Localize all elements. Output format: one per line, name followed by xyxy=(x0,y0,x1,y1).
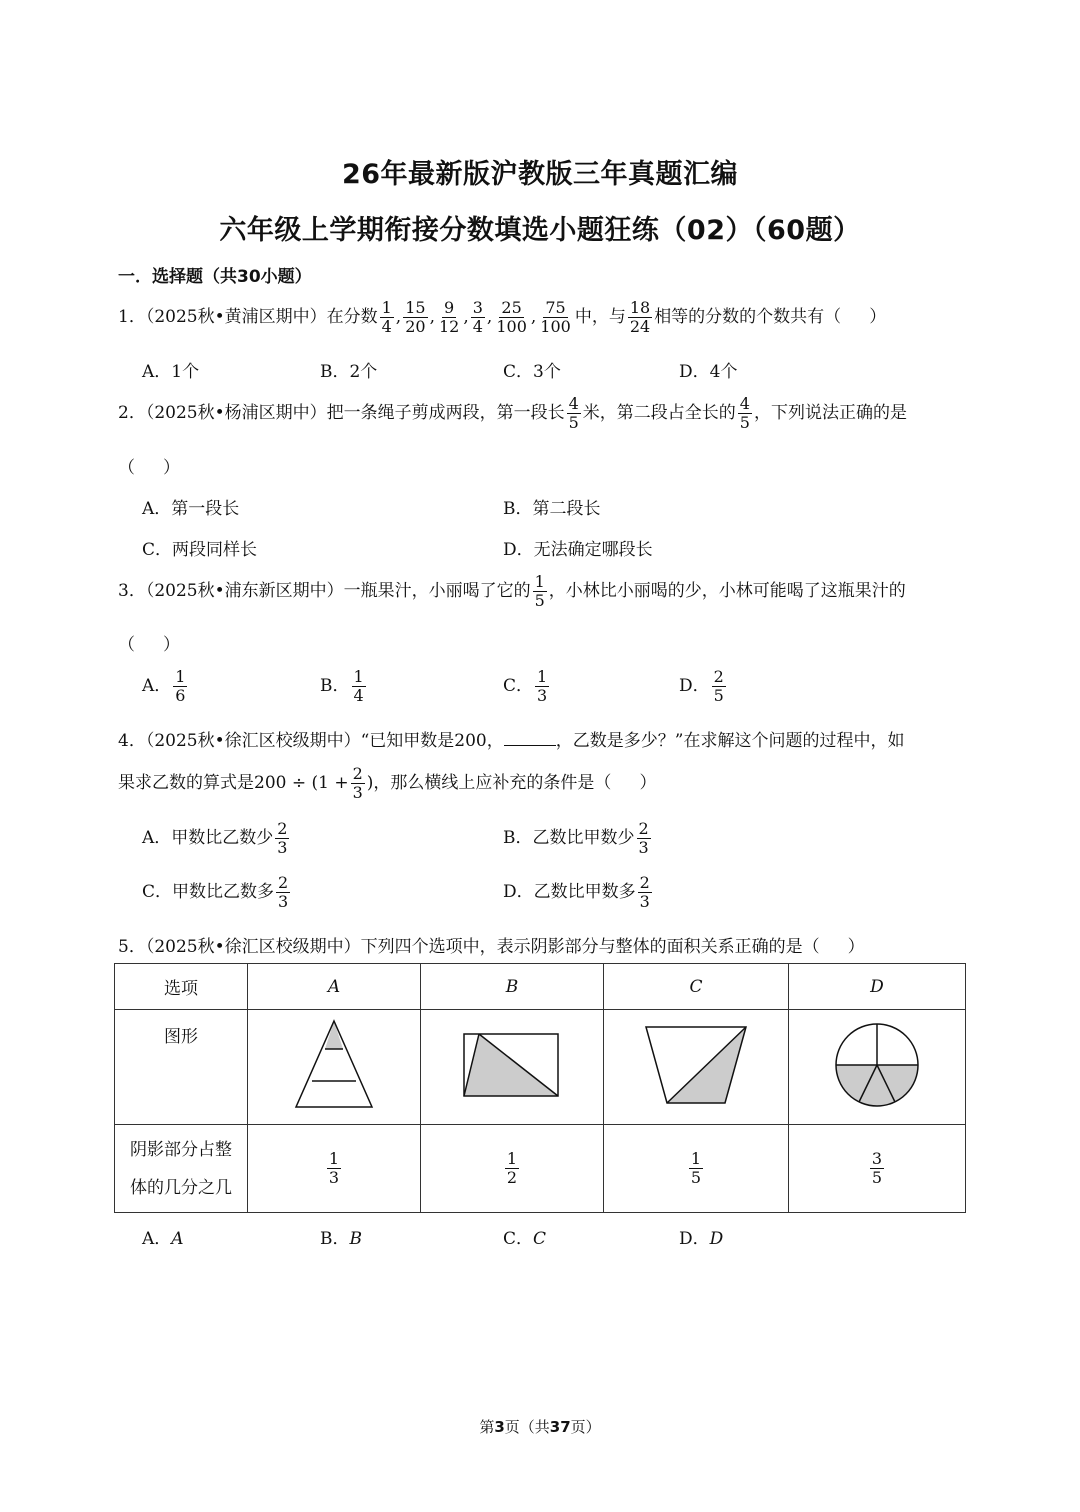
question-2 xyxy=(118,395,907,432)
figure-d-cell xyxy=(789,1010,966,1125)
q4-frac: $\frac{2}{3}$ xyxy=(352,764,363,802)
rectangle-figure xyxy=(462,1030,562,1100)
q4-blank xyxy=(504,731,556,746)
q3-option-b: B． $\frac{1}{4}$ xyxy=(320,667,364,705)
page-total: 37 xyxy=(549,1418,571,1436)
question-4-line-1: 4．（2025秋•徐汇区校级期中）“已知甲数是200， ，乙数是多少？”在求解这个问题的过程中，如 xyxy=(118,731,905,751)
q4-option-a: A．甲数比乙数少 $\frac{2}{3}$ xyxy=(142,819,288,857)
title-line-1: 26年最新版沪教版三年真题汇编 xyxy=(341,159,739,190)
q5-option-b: B．B xyxy=(320,1229,362,1249)
q2-option-c: C．两段同样长 xyxy=(142,540,258,560)
q1-option-c: C．3个 xyxy=(503,362,561,382)
q1-frac-4: $\frac{3}{4}$ xyxy=(472,298,483,336)
q5-option-a: A．A xyxy=(142,1229,184,1249)
q2-option-b: B．第二段长 xyxy=(503,499,601,519)
q1-end: ） xyxy=(869,307,887,327)
q3-prefix: 3．（2025秋•浦东新区期中）一瓶果汁，小丽喝了它的 xyxy=(118,581,531,601)
q1-frac-1: $\frac{1}{4}$ xyxy=(381,298,392,336)
q1-prefix: 1．（2025秋•黄浦区期中）在分数 xyxy=(118,307,378,327)
trapezoid-figure xyxy=(643,1024,749,1106)
shade-b xyxy=(464,1034,558,1096)
fraction-b: $\frac{1}{2}$ xyxy=(421,1125,604,1213)
q2-suffix: ，下列说法正确的是 xyxy=(753,403,907,423)
q5-table xyxy=(114,963,966,1213)
q1-target-frac: $\frac{18}{24}$ xyxy=(629,298,651,336)
q5-col-d: D xyxy=(789,964,966,1010)
q1-frac-6: $\frac{75}{100}$ xyxy=(540,298,571,336)
q3-option-c: C． $\frac{1}{3}$ xyxy=(503,667,548,705)
q5-row3-label: 阴影部分占整 体的几分之几 xyxy=(115,1125,248,1213)
figure-c-cell xyxy=(604,1010,789,1125)
circle-figure xyxy=(832,1020,922,1110)
page-footer: 第3页（共37页） xyxy=(479,1418,601,1436)
q4-option-c: C．甲数比乙数多 $\frac{2}{3}$ xyxy=(142,873,289,911)
q2-paren: （ ） xyxy=(118,458,180,478)
q1-frac-3: $\frac{9}{12}$ xyxy=(438,298,460,336)
q2-frac-1: $\frac{4}{5}$ xyxy=(568,394,579,432)
q5-option-d: D．D xyxy=(679,1229,724,1249)
q1-option-b: B．2个 xyxy=(320,362,378,382)
q2-mid: 米，第二段占全长的 xyxy=(582,403,736,423)
q2-option-d: D．无法确定哪段长 xyxy=(503,540,653,560)
title-line-2: 六年级上学期衔接分数填选小题狂练（02）（60题） xyxy=(219,215,861,246)
question-1: 1．（2025秋•黄浦区期中）在分数 $\frac{1}{4}$ , $\frac{15}{20}$ , $\frac{9}{12}$ , $\frac{3}{4}$ , $\frac{25}{100}$ , $\frac{75}{100}$ 中，与 $\frac{18}{24}$ 相等的分数的个数共有（ ） xyxy=(118,298,887,336)
page-number: 3 xyxy=(494,1418,505,1436)
figure-b-cell xyxy=(421,1010,604,1125)
fraction-a: $\frac{1}{3}$ xyxy=(248,1125,421,1213)
figure-a-cell xyxy=(248,1010,421,1125)
q5-col-b: B xyxy=(421,964,604,1010)
q3-suffix: ，小林比小丽喝的少，小林可能喝了这瓶果汁的 xyxy=(548,581,906,601)
q5-row1-label: 选项 xyxy=(115,964,248,1010)
q2-prefix: 2．（2025秋•杨浦区期中）把一条绳子剪成两段，第一段长 xyxy=(118,403,565,423)
q2-option-a: A．第一段长 xyxy=(142,499,240,519)
q4-option-b: B．乙数比甲数少 $\frac{2}{3}$ xyxy=(503,819,649,857)
fraction-c: $\frac{1}{5}$ xyxy=(604,1125,789,1213)
q3-option-a: A． $\frac{1}{6}$ xyxy=(142,667,186,705)
section-heading: 一．选择题（共30小题） xyxy=(118,267,312,287)
q1-frac-2: $\frac{15}{20}$ xyxy=(405,298,426,336)
q5-row2-label: 图形 xyxy=(115,1010,248,1125)
q3-option-d: D． $\frac{2}{5}$ xyxy=(679,667,724,705)
q5-option-c: C．C xyxy=(503,1229,547,1249)
q1-mid: 中，与 xyxy=(574,307,626,327)
question-4-line-2: 果求乙数的算式是200 ÷ (1 + $\frac{2}{3}$ )，那么横线上应补充的条件是（ ） xyxy=(118,764,657,802)
fraction-d: $\frac{3}{5}$ xyxy=(789,1125,966,1213)
q3-paren: （ ） xyxy=(118,635,180,655)
q4-option-d: D．乙数比甲数多 $\frac{2}{3}$ xyxy=(503,873,650,911)
q5-col-c: C xyxy=(604,964,789,1010)
question-5: 5．（2025秋•徐汇区校级期中）下列四个选项中，表示阴影部分与整体的面积关系正确的是（ ） xyxy=(118,937,865,957)
q1-suffix: 相等的分数的个数共有（ xyxy=(654,307,842,327)
q1-frac-5: $\frac{25}{100}$ xyxy=(496,298,527,336)
question-3 xyxy=(118,573,906,610)
triangle-figure xyxy=(289,1019,379,1111)
q3-frac: $\frac{1}{5}$ xyxy=(534,572,545,610)
q1-option-a: A．1个 xyxy=(142,362,200,382)
shade-d xyxy=(836,1065,918,1106)
q2-frac-2: $\frac{4}{5}$ xyxy=(739,394,750,432)
q1-option-d: D．4个 xyxy=(679,362,738,382)
q5-col-a: A xyxy=(248,964,421,1010)
